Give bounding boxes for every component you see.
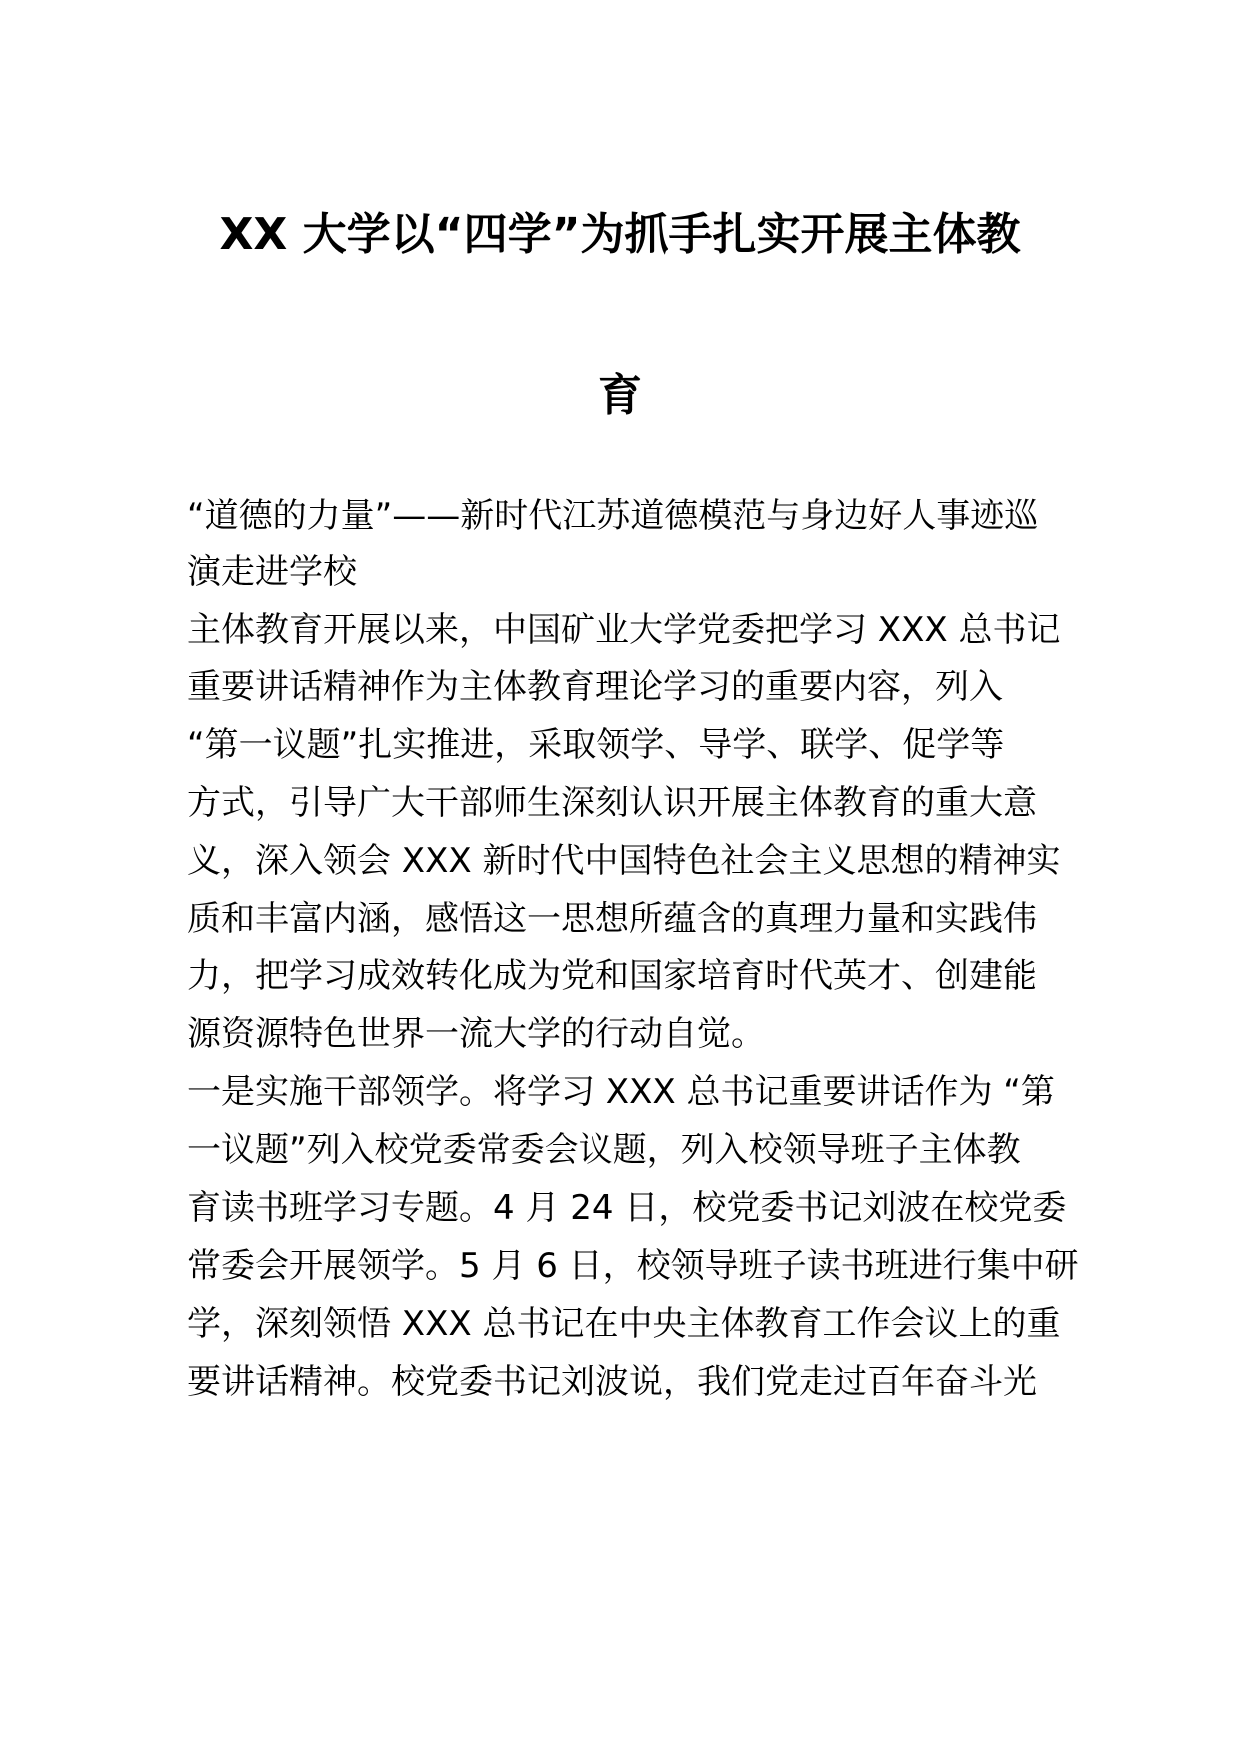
body-line-2: 演走进学校 [187, 552, 357, 592]
document-title-line-1: XX 大学以“四学”为抓手扎实开展主体教 [219, 209, 1021, 260]
body-line-10: 源资源特色世界一流大学的行动自觉。 [187, 1014, 765, 1054]
body-line-1: “道德的力量”——新时代江苏道德模范与身边好人事迹巡 [187, 496, 1039, 536]
body-line-6: 方式，引导广大干部师生深刻认识开展主体教育的重大意 [187, 783, 1037, 823]
body-line-13: 育读书班学习专题。4 月 24 日，校党委书记刘波在校党委 [187, 1188, 1067, 1228]
body-line-8: 质和丰富内涵，感悟这一思想所蕴含的真理力量和实践伟 [187, 899, 1037, 939]
body-line-15: 学，深刻领悟 XXX 总书记在中央主体教育工作会议上的重 [187, 1304, 1061, 1344]
body-line-11: 一是实施干部领学。将学习 XXX 总书记重要讲话作为 “第 [187, 1072, 1055, 1112]
body-line-12: 一议题”列入校党委常委会议题，列入校领导班子主体教 [187, 1130, 1021, 1170]
body-line-5: “第一议题”扎实推进，采取领学、导学、联学、促学等 [187, 725, 1005, 765]
body-line-7: 义，深入领会 XXX 新时代中国特色社会主义思想的精神实 [187, 841, 1061, 881]
body-line-4: 重要讲话精神作为主体教育理论学习的重要内容，列入 [187, 667, 1003, 707]
body-line-9: 力，把学习成效转化成为党和国家培育时代英才、创建能 [187, 956, 1037, 996]
body-line-16: 要讲话精神。校党委书记刘波说，我们党走过百年奋斗光 [187, 1362, 1037, 1402]
document-title-line-2: 育 [598, 370, 642, 421]
body-line-3: 主体教育开展以来，中国矿业大学党委把学习 XXX 总书记 [187, 610, 1061, 650]
body-line-14: 常委会开展领学。5 月 6 日，校领导班子读书班进行集中研 [187, 1246, 1079, 1286]
